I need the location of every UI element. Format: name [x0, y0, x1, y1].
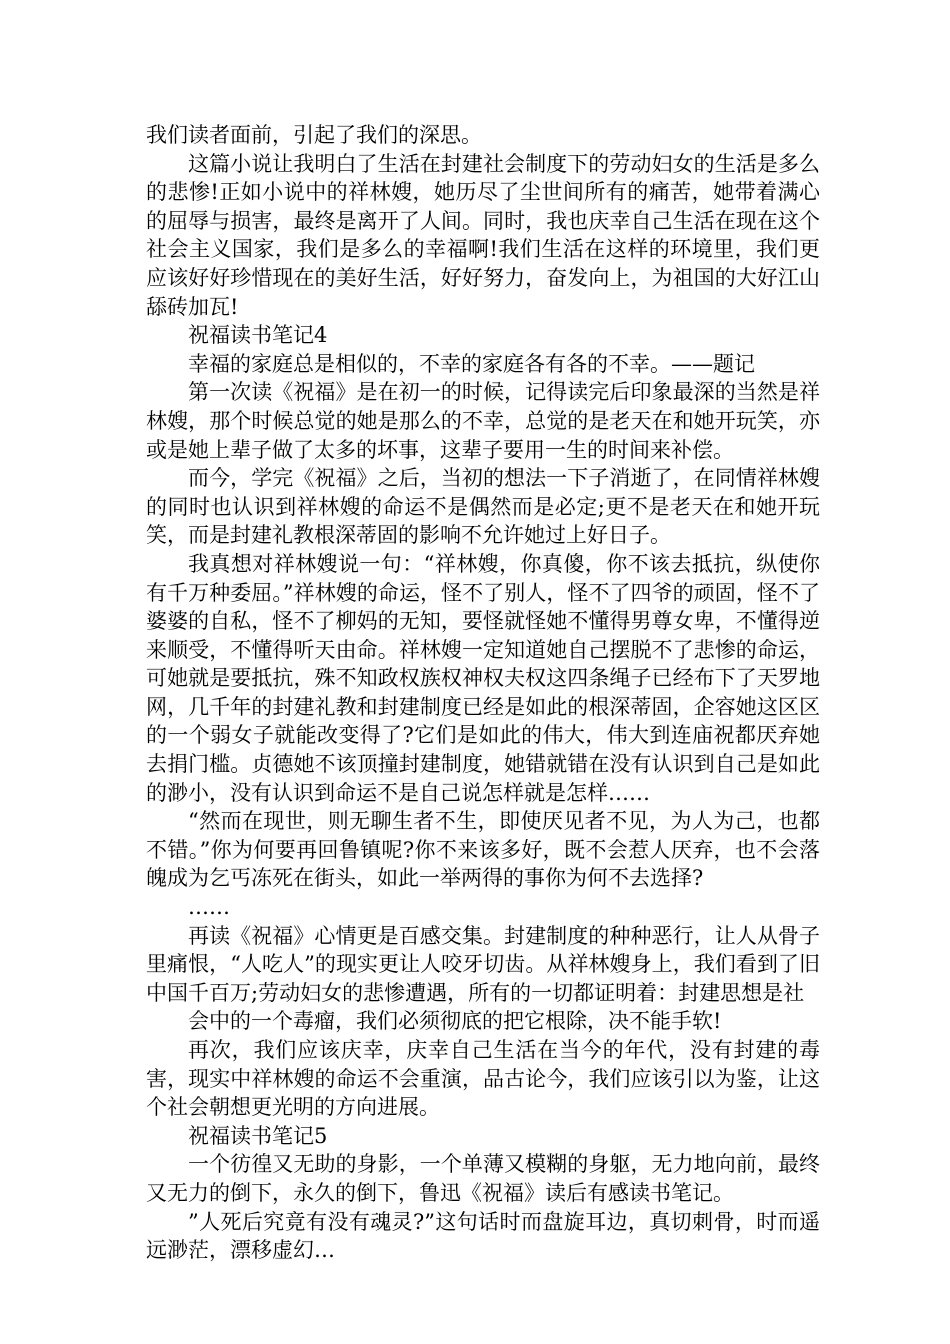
paragraph: 我们读者面前，引起了我们的深思。	[146, 123, 482, 147]
paragraph: 这篇小说让我明白了生活在封建社会制度下的劳动妇女的生活是多么的悲惨!正如小说中的祥林嫂，她历尽了尘世间所有的痛苦，她带着满心的屈辱与损害，最终是离开了人间。同时，我也庆幸自己生活在现在这个社会主义国家，我们是多么的幸福啊!我们生活在这样的环境里，我们更应该好好珍惜现在的美好生活，好好努力，奋发向上，为祖国的大好江山舔砖加瓦!	[146, 151, 820, 319]
paragraph: 再次，我们应该庆幸，庆幸自己生活在当今的年代，没有封建的毒害，现实中祥林嫂的命运不会重演，品古论今，我们应该引以为鉴，让这个社会朝想更光明的方向进展。	[146, 1038, 820, 1120]
paragraph: 我真想对祥林嫂说一句：“祥林嫂，你真傻，你不该去抵抗，纵使你有千万种委屈。”祥林嫂的命运，怪不了别人，怪不了四爷的顽固，怪不了婆婆的自私，怪不了柳妈的无知，要怪就怪她不懂得男尊女卑，不懂得逆来顺受，不懂得听天由命。祥林嫂一定知道她自己摆脱不了悲惨的命运，可她就是要抵抗，殊不知政权族权神权夫权这四条绳子已经布下了天罗地网，几千年的封建礼教和封建制度已经是如此的根深蒂固，企容她这区区的一个弱女子就能改变得了?它们是如此的伟大，伟大到连庙祝都厌弃她去捐门槛。贞德她不该顶撞封建制度，她错就错在没有认识到自己是如此的渺小，没有认识到命运不是自己说怎样就是怎样……	[146, 551, 820, 805]
epigraph: 幸福的家庭总是相似的，不幸的家庭各有各的不幸。——题记	[188, 351, 755, 376]
paragraph: 一个彷徨又无助的身影，一个单薄又模糊的身躯，无力地向前，最终又无力的倒下，永久的倒下，鲁迅《祝福》读后有感读书笔记。	[146, 1152, 820, 1205]
paragraph: 再读《祝福》心情更是百感交集。封建制度的种种恶行，让人从骨子里痛恨，“人吃人”的现实更让人咬牙切齿。从祥林嫂身上，我们看到了旧中国千百万;劳动妇女的悲惨遭遇，所有的一切都证明着：封建思想是社	[146, 923, 820, 1005]
paragraph: 而今，学完《祝福》之后，当初的想法一下子消逝了，在同情祥林嫂的同时也认识到祥林嫂的命运不是偶然而是必定;更不是老天在和她开玩笑，而是封建礼教根深蒂固的影响不允许她过上好日子。	[146, 466, 820, 548]
document-body	[146, 121, 820, 1265]
paragraph: “然而在现世，则无聊生者不生，即使厌见者不见，为人为己，也都不错。”你为何要再回鲁镇呢?你不来该多好，既不会惹人厌弃，也不会落魄成为乞丐冻死在街头，如此一举两得的事你为何不去选择?	[146, 809, 820, 891]
paragraph: 会中的一个毒瘤，我们必须彻底的把它根除，决不能手软!	[188, 1009, 722, 1034]
paragraph: 第一次读《祝福》是在初一的时候，记得读完后印象最深的当然是祥林嫂，那个时候总觉的她是那么的不幸，总觉的是老天在和她开玩笑，亦或是她上辈子做了太多的坏事，这辈子要用一生的时间来补偿。	[146, 380, 820, 462]
paragraph: ”人死后究竟有没有魂灵?”这句话时而盘旋耳边，真切刺骨，时而遥远渺茫，漂移虚幻…	[146, 1209, 820, 1263]
section-heading: 祝福读书笔记5	[188, 1123, 328, 1148]
ellipsis-line: ……	[188, 895, 230, 920]
section-heading: 祝福读书笔记4	[188, 323, 328, 348]
